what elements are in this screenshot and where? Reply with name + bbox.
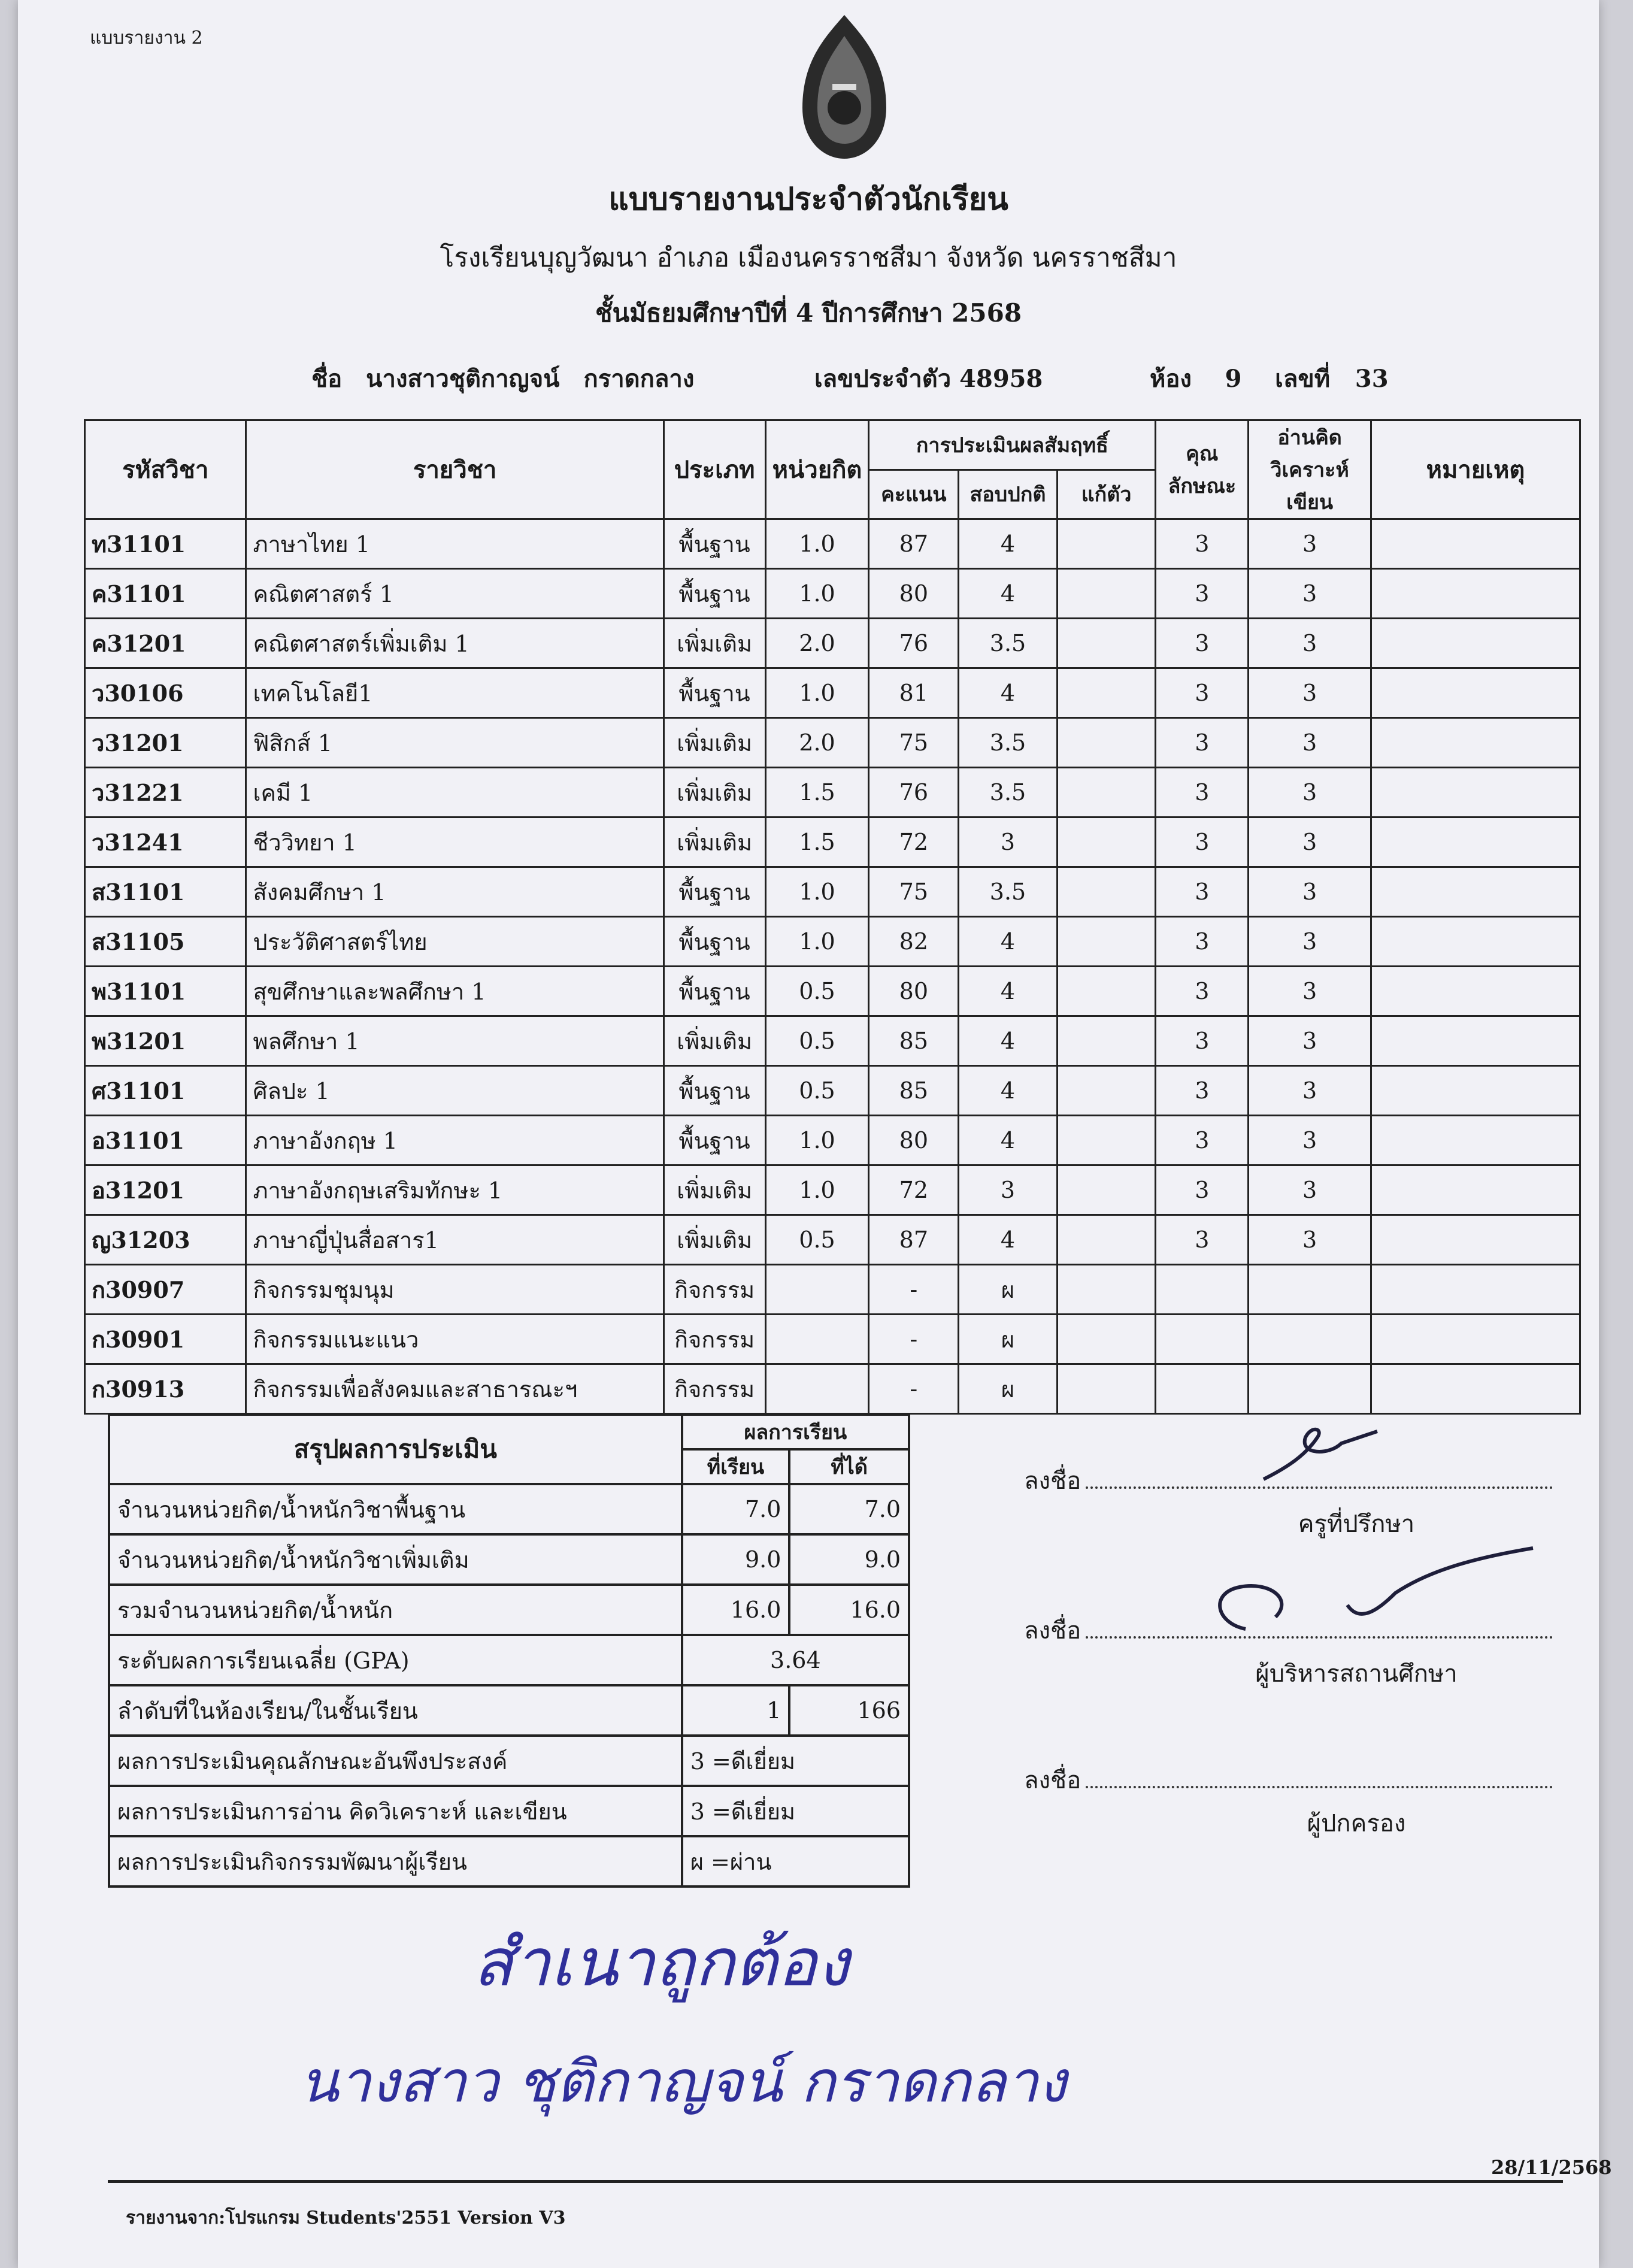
grade-row [85,1066,1580,1116]
grade-row [85,967,1580,1016]
character-value [1156,1315,1249,1364]
score-value: - [869,1364,959,1414]
subject-code: ว30106 [85,668,246,718]
character-label: ผลการประเมินคุณลักษณะอันพึงประสงค์ [109,1736,682,1786]
remark-value [1371,1364,1580,1414]
credit-value: 1.0 [765,1116,869,1165]
summary-col-earned: ที่ได้ [789,1449,909,1484]
grade-row [85,917,1580,967]
grade-row [85,867,1580,917]
subject-code: ญ31203 [85,1215,246,1265]
grade-value: 3 [959,817,1058,867]
rank-room: 1 [682,1685,790,1736]
subject-type: เพิ่มเติม [663,817,765,867]
score-value: 75 [869,718,959,768]
subject-code: ว31201 [85,718,246,768]
grade-value: 4 [959,668,1058,718]
summary-value: 9.0 [789,1534,909,1585]
character-value: 3 [1156,1116,1249,1165]
subject-code: ค31201 [85,619,246,668]
credit-value: 1.5 [765,817,869,867]
reading-value: 3 [1249,1215,1371,1265]
room-label: ห้อง [1150,365,1192,393]
grade-row [85,1364,1580,1414]
subject-type: เพิ่มเติม [663,619,765,668]
character-value: 3 =ดีเยี่ยม [682,1736,909,1786]
subject-name: คณิตศาสตร์เพิ่มเติม 1 [246,619,663,668]
subject-type: พื้นฐาน [663,867,765,917]
subject-type: กิจกรรม [663,1364,765,1414]
print-date: 28/11/2568 [1491,2156,1612,2179]
remark-value [1371,1016,1580,1066]
character-value: 3 [1156,718,1249,768]
subject-name: ชีววิทยา 1 [246,817,663,867]
retake-value [1057,519,1156,569]
header-reading: อ่านคิด วิเคราะห์เขียน [1249,420,1371,519]
subject-type: เพิ่มเติม [663,1016,765,1066]
score-value: 72 [869,1165,959,1215]
grade-row [85,668,1580,718]
summary-row [109,1836,909,1887]
subject-type: พื้นฐาน [663,917,765,967]
reading-value: 3 [1249,1016,1371,1066]
subject-code: พ31201 [85,1016,246,1066]
handwritten-certified: สำเนาถูกต้อง [473,1924,849,2001]
subject-name: คณิตศาสตร์ 1 [246,569,663,619]
summary-value: 16.0 [789,1585,909,1635]
retake-value [1057,917,1156,967]
score-value: - [869,1315,959,1364]
room-number: 9 [1225,365,1242,393]
rank-label: ลำดับที่ในห้องเรียน/ในชั้นเรียน [109,1685,682,1736]
grade-value: 3.5 [959,867,1058,917]
character-value: 3 [1156,917,1249,967]
no-label: เลขที่ [1275,365,1331,393]
grade-row [85,817,1580,867]
remark-value [1371,1116,1580,1165]
form-id: แบบรายงาน 2 [90,28,203,49]
grade-value: 4 [959,519,1058,569]
grade-value: 4 [959,917,1058,967]
subject-name: สังคมศึกษา 1 [246,867,663,917]
subject-type: กิจกรรม [663,1315,765,1364]
reading-value: 3 [1249,817,1371,867]
summary-row [109,1736,909,1786]
subject-name: กิจกรรมชุมนุม [246,1265,663,1315]
subject-name: ฟิสิกส์ 1 [246,718,663,768]
grade-value: 4 [959,967,1058,1016]
summary-value: 7.0 [682,1484,790,1534]
character-value: 3 [1156,768,1249,817]
grade-row [85,1315,1580,1364]
subject-type: พื้นฐาน [663,569,765,619]
credit-value: 1.0 [765,519,869,569]
score-value: 87 [869,1215,959,1265]
retake-value [1057,967,1156,1016]
student-name: นางสาวชุติกาญจน์ [366,365,560,393]
subject-name: ภาษาไทย 1 [246,519,663,569]
character-value: 3 [1156,519,1249,569]
grade-value: 4 [959,1215,1058,1265]
subject-code: ค31101 [85,569,246,619]
remark-value [1371,817,1580,867]
subject-name: ประวัติศาสตร์ไทย [246,917,663,967]
retake-value [1057,867,1156,917]
director-signature-icon [1204,1539,1539,1659]
room-line [1150,359,1389,398]
subject-name: สุขศึกษาและพลศึกษา 1 [246,967,663,1016]
reading-value: 3 [1249,867,1371,917]
retake-value [1057,1315,1156,1364]
signature-label: ลงชื่อ [1024,1767,1081,1794]
character-value: 3 [1156,1016,1249,1066]
subject-name: เทคโนโลยี1 [246,668,663,718]
retake-value [1057,1165,1156,1215]
grade-value: 4 [959,1116,1058,1165]
score-value: 80 [869,967,959,1016]
subject-code: ส31101 [85,867,246,917]
grade-row [85,569,1580,619]
remark-value [1371,867,1580,917]
subject-code: ท31101 [85,519,246,569]
credit-value: 0.5 [765,1016,869,1066]
retake-value [1057,1215,1156,1265]
character-value: 3 [1156,1165,1249,1215]
student-id-line [814,359,1043,398]
grade-value: 3.5 [959,619,1058,668]
rank-level: 166 [789,1685,909,1736]
character-value: 3 [1156,569,1249,619]
school-emblem-icon [790,12,898,162]
grade-row [85,1116,1580,1165]
grade-row [85,1165,1580,1215]
remark-value [1371,718,1580,768]
credit-value: 1.0 [765,668,869,718]
subject-name: ภาษาอังกฤษ 1 [246,1116,663,1165]
remark-value [1371,1265,1580,1315]
summary-row [109,1685,909,1736]
reading-value: 3 [1249,619,1371,668]
score-value: 85 [869,1016,959,1066]
remark-value [1371,1315,1580,1364]
header-retake: แก้ตัว [1057,470,1156,519]
score-value: 76 [869,619,959,668]
character-value: 3 [1156,1066,1249,1116]
reading-value [1249,1315,1371,1364]
id-label: เลขประจำตัว [814,365,952,393]
score-value: - [869,1265,959,1315]
footer-divider [108,2180,1563,2183]
subject-code: ก30913 [85,1364,246,1414]
credit-value: 1.0 [765,1165,869,1215]
gpa-label: ระดับผลการเรียนเฉลี่ย (GPA) [109,1635,682,1685]
credit-value [765,1265,869,1315]
grade-value: 3 [959,1165,1058,1215]
retake-value [1057,1016,1156,1066]
subject-code: ส31105 [85,917,246,967]
subject-name: กิจกรรมแนะแนว [246,1315,663,1364]
remark-value [1371,768,1580,817]
character-value: 3 [1156,817,1249,867]
score-value: 81 [869,668,959,718]
reading-value [1249,1364,1371,1414]
summary-result-header: ผลการเรียน [682,1415,909,1449]
subject-type: พื้นฐาน [663,1116,765,1165]
retake-value [1057,1265,1156,1315]
remark-value [1371,619,1580,668]
signature-role: ครูที่ปรึกษา [1298,1510,1415,1538]
score-value: 80 [869,569,959,619]
subject-name: ศิลปะ 1 [246,1066,663,1116]
grades-table [84,419,1581,1415]
subject-code: ศ31101 [85,1066,246,1116]
subject-type: พื้นฐาน [663,967,765,1016]
character-value [1156,1265,1249,1315]
header-credit: หน่วยกิต [765,420,869,519]
credit-value [765,1315,869,1364]
retake-value [1057,768,1156,817]
program-source: รายงานจาก:โปรแกรม Students'2551 Version V3 [126,2208,566,2228]
credit-value [765,1364,869,1414]
subject-code: ว31221 [85,768,246,817]
summary-value: 16.0 [682,1585,790,1635]
summary-row [109,1635,909,1685]
credit-value: 0.5 [765,1215,869,1265]
retake-value [1057,668,1156,718]
score-value: 76 [869,768,959,817]
header-code: รหัสวิชา [85,420,246,519]
subject-type: เพิ่มเติม [663,718,765,768]
subject-type: เพิ่มเติม [663,1165,765,1215]
summary-table [108,1413,910,1888]
remark-value [1371,519,1580,569]
summary-row [109,1484,909,1534]
grade-row [85,619,1580,668]
subject-type: พื้นฐาน [663,668,765,718]
summary-row [109,1585,909,1635]
remark-value [1371,1165,1580,1215]
subject-type: เพิ่มเติม [663,768,765,817]
summary-value: 9.0 [682,1534,790,1585]
character-value: 3 [1156,1215,1249,1265]
remark-value [1371,1066,1580,1116]
grade-row [85,519,1580,569]
credit-value: 1.5 [765,768,869,817]
score-value: 80 [869,1116,959,1165]
activity-value: ผ =ผ่าน [682,1836,909,1887]
credit-value: 0.5 [765,967,869,1016]
grade-row [85,1016,1580,1066]
score-value: 75 [869,867,959,917]
remark-value [1371,569,1580,619]
grade-value: ผ [959,1364,1058,1414]
header-assessment: การประเมินผลสัมฤทธิ์ [869,420,1156,470]
summary-row [109,1786,909,1836]
report-sheet [18,0,1612,2268]
score-value: 87 [869,519,959,569]
retake-value [1057,817,1156,867]
subject-type: พื้นฐาน [663,1066,765,1116]
grade-row [85,1265,1580,1315]
retake-value [1057,619,1156,668]
grade-value: 4 [959,1066,1058,1116]
character-value: 3 [1156,668,1249,718]
signature-role: ผู้บริหารสถานศึกษา [1255,1660,1458,1688]
reading-value: 3 [1249,917,1371,967]
header-character: คุณ ลักษณะ [1156,420,1249,519]
score-value: 82 [869,917,959,967]
grade-value: ผ [959,1265,1058,1315]
grade-row [85,768,1580,817]
subject-name: พลศึกษา 1 [246,1016,663,1066]
reading-value: 3 [1249,768,1371,817]
credit-value: 2.0 [765,619,869,668]
subject-name: ภาษาญี่ปุ่นสื่อสาร1 [246,1215,663,1265]
retake-value [1057,1066,1156,1116]
reading-value: 3 [1249,668,1371,718]
summary-value: 7.0 [789,1484,909,1534]
signature-label: ลงชื่อ [1024,1467,1081,1495]
school-line: โรงเรียนบุญวัฒนา อำเภอ เมืองนครราชสีมา จังหวัด นครราชสีมา [440,243,1177,273]
credit-value: 0.5 [765,1066,869,1116]
retake-value [1057,718,1156,768]
subject-name: เคมี 1 [246,768,663,817]
header-type: ประเภท [663,420,765,519]
student-id: 48958 [959,365,1043,393]
retake-value [1057,1116,1156,1165]
reading-value: 3 [1249,718,1371,768]
subject-code: ก30907 [85,1265,246,1315]
subject-type: เพิ่มเติม [663,1215,765,1265]
retake-value [1057,569,1156,619]
summary-col-study: ที่เรียน [682,1449,790,1484]
reading-value: 3 [1249,569,1371,619]
activity-label: ผลการประเมินกิจกรรมพัฒนาผู้เรียน [109,1836,682,1887]
seat-number: 33 [1355,365,1389,393]
report-title: แบบรายงานประจำตัวนักเรียน [608,181,1008,217]
header-subject: รายวิชา [246,420,663,519]
reading-value: 3 [1249,1066,1371,1116]
subject-code: พ31101 [85,967,246,1016]
header-remark: หมายเหตุ [1371,420,1580,519]
grade-row [85,1215,1580,1265]
grade-value: 4 [959,1016,1058,1066]
grade-value: 3.5 [959,768,1058,817]
grade-value: 3.5 [959,718,1058,768]
subject-type: กิจกรรม [663,1265,765,1315]
handwritten-name: นางสาว ชุติกาญจน์ กราดกลาง [299,2048,1067,2115]
summary-label: รวมจำนวนหน่วยกิต/น้ำหนัก [109,1585,682,1635]
reading-value: 3 =ดีเยี่ยม [682,1786,909,1836]
subject-code: อ31101 [85,1116,246,1165]
summary-row [109,1534,909,1585]
subject-type: พื้นฐาน [663,519,765,569]
reading-value: 3 [1249,967,1371,1016]
reading-value [1249,1265,1371,1315]
summary-label: จำนวนหน่วยกิต/น้ำหนักวิชาพื้นฐาน [109,1484,682,1534]
header-score: คะแนน [869,470,959,519]
credit-value: 1.0 [765,917,869,967]
reading-value: 3 [1249,1116,1371,1165]
remark-value [1371,917,1580,967]
retake-value [1057,1364,1156,1414]
score-value: 72 [869,817,959,867]
character-value [1156,1364,1249,1414]
reading-label: ผลการประเมินการอ่าน คิดวิเคราะห์ และเขียน [109,1786,682,1836]
student-surname: กราดกลาง [583,365,695,393]
grade-row [85,718,1580,768]
subject-name: ภาษาอังกฤษเสริมทักษะ 1 [246,1165,663,1215]
score-value: 85 [869,1066,959,1116]
grade-value: ผ [959,1315,1058,1364]
credit-value: 1.0 [765,867,869,917]
subject-name: กิจกรรมเพื่อสังคมและสาธารณะฯ [246,1364,663,1414]
character-value: 3 [1156,867,1249,917]
character-value: 3 [1156,967,1249,1016]
advisor-signature-icon [1228,1413,1383,1497]
remark-value [1371,1215,1580,1265]
summary-label: จำนวนหน่วยกิต/น้ำหนักวิชาเพิ่มเติม [109,1534,682,1585]
grade-value: 4 [959,569,1058,619]
level-line: ชั้นมัธยมศึกษาปีที่ 4 ปีการศึกษา 2568 [595,298,1022,328]
subject-code: ว31241 [85,817,246,867]
credit-value: 2.0 [765,718,869,768]
subject-code: ก30901 [85,1315,246,1364]
remark-value [1371,967,1580,1016]
signature-parent [1024,1761,1599,1842]
character-value: 3 [1156,619,1249,668]
student-name-line [311,359,718,398]
reading-value: 3 [1249,1165,1371,1215]
name-label: ชื่อ [311,365,343,393]
signature-label: ลงชื่อ [1024,1617,1081,1645]
remark-value [1371,668,1580,718]
summary-title: สรุปผลการประเมิน [109,1415,682,1484]
reading-value: 3 [1249,519,1371,569]
credit-value: 1.0 [765,569,869,619]
header-grade: สอบปกติ [959,470,1058,519]
gpa-value: 3.64 [682,1635,909,1685]
signature-role: ผู้ปกครอง [1307,1810,1406,1837]
subject-code: อ31201 [85,1165,246,1215]
